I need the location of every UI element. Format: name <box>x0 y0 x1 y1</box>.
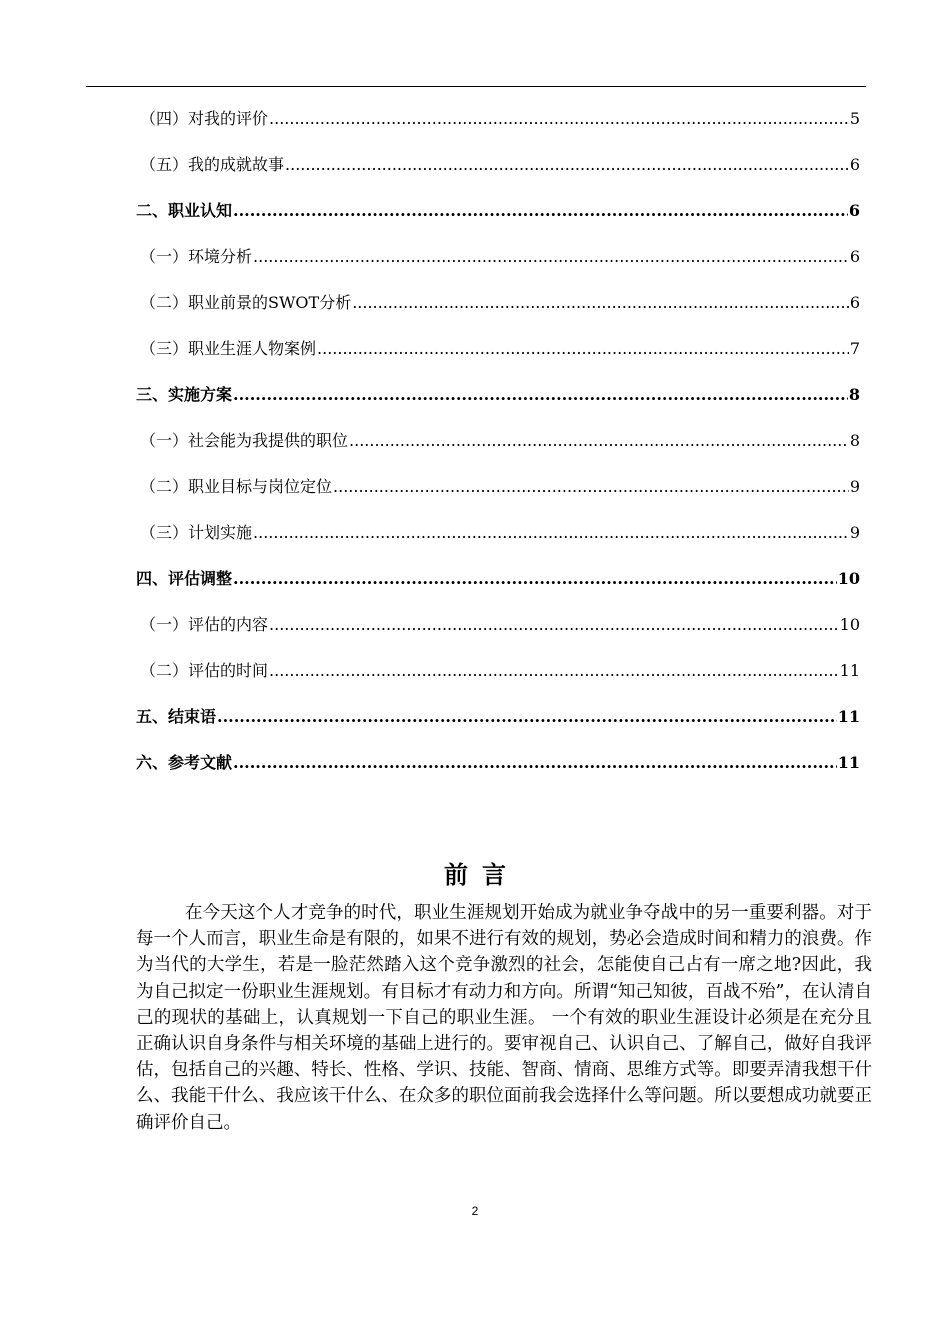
toc-dot-leader <box>333 476 849 498</box>
toc-entry-page: 11 <box>837 753 860 772</box>
toc-entry[interactable] <box>136 422 860 452</box>
toc-entry[interactable] <box>136 652 860 682</box>
toc-entry-page: 6 <box>849 293 860 312</box>
toc-entry-label: 四、评估调整 <box>136 569 233 588</box>
toc-entry-label: （一）评估的内容 <box>140 615 269 634</box>
toc-dot-leader <box>285 154 849 176</box>
preface-title: 前言 <box>444 860 520 889</box>
toc-entry[interactable] <box>136 744 860 774</box>
toc-entry-page: 6 <box>849 155 860 174</box>
toc-entry-label: （四）对我的评价 <box>140 109 269 128</box>
toc-entry-page: 8 <box>849 431 860 450</box>
toc-entry-label: 五、结束语 <box>136 707 217 726</box>
toc-entry[interactable] <box>136 284 860 314</box>
toc-entry-label: （二）职业前景的SWOT分析 <box>140 293 352 312</box>
toc-entry-page: 9 <box>849 477 860 496</box>
toc-entry[interactable] <box>136 100 860 130</box>
toc-entry-page: 6 <box>848 201 860 220</box>
toc-entry[interactable] <box>136 192 860 222</box>
toc-entry-label: 六、参考文献 <box>136 753 233 772</box>
toc-entry-label: （五）我的成就故事 <box>140 155 285 174</box>
preface-body: 在今天这个人才竞争的时代，职业生涯规划开始成为就业争夺战中的另一重要利器。对于每一个人而言，职业生命是有限的，如果不进行有效的规划，势必会造成时间和精力的浪费。作为当代的大学生，若是一脸茫然踏入这个竞争激烈的社会，怎能使自己占有一席之地?因此，我为自己拟定一份职业生涯规划。有目标才有动力和方向。所谓“知己知彼，百战不殆”，在认清自己的现状的基础上，认真规划一下自己的职业生涯。 一个有效的职业生涯设计必须是在充分且正确认识自身条件与相关环境的基础上进行的。要审视自己、认识自己、了解自己，做好自我评估，包括自己的兴趣、特长、性格、学识、技能、智商、情商、思维方式等。即要弄清我想干什么、我能干什么、我应该干什么、在众多的职位面前我会选择什么等问题。所以要想成功就要正确评价自己。 <box>136 903 872 1133</box>
toc-dot-leader <box>233 200 848 222</box>
toc-entry-label: （一）环境分析 <box>140 247 253 266</box>
toc-dot-leader <box>253 522 849 544</box>
toc-dot-leader <box>317 338 849 360</box>
toc-entry-page: 5 <box>849 109 860 128</box>
toc-entry-page: 8 <box>848 385 860 404</box>
toc-entry[interactable] <box>136 606 860 636</box>
toc-dot-leader <box>253 246 849 268</box>
toc-entry-label: （一）社会能为我提供的职位 <box>140 431 349 450</box>
toc-entry[interactable] <box>136 376 860 406</box>
toc-dot-leader <box>233 384 848 406</box>
toc-entry[interactable] <box>136 238 860 268</box>
toc-dot-leader <box>352 292 849 314</box>
toc-dot-leader <box>233 568 837 590</box>
toc-entry[interactable] <box>136 698 860 728</box>
toc-entry[interactable] <box>136 146 860 176</box>
toc-entry[interactable] <box>136 560 860 590</box>
toc-entry-page: 10 <box>837 569 860 588</box>
toc-dot-leader <box>217 706 837 728</box>
toc-entry-label: （二）评估的时间 <box>140 661 269 680</box>
toc-entry-page: 11 <box>839 661 860 680</box>
toc-dot-leader <box>269 660 839 682</box>
toc-entry-page: 6 <box>849 247 860 266</box>
toc-entry[interactable] <box>136 514 860 544</box>
toc-dot-leader <box>269 108 849 130</box>
toc-entry-page: 10 <box>839 615 860 634</box>
toc-entry-label: 二、职业认知 <box>136 201 233 220</box>
toc-entry-page: 9 <box>849 523 860 542</box>
toc-entry-page: 7 <box>849 339 860 358</box>
toc-dot-leader <box>269 614 839 636</box>
toc-entry-label: （三）职业生涯人物案例 <box>140 339 317 358</box>
toc-entry-label: 三、实施方案 <box>136 385 233 404</box>
toc-dot-leader <box>233 752 837 774</box>
toc-dot-leader <box>349 430 849 452</box>
toc-entry[interactable] <box>136 468 860 498</box>
toc-entry-label: （三）计划实施 <box>140 523 253 542</box>
toc-entry-label: （二）职业目标与岗位定位 <box>140 477 333 496</box>
page-number: 2 <box>471 1204 479 1218</box>
toc-entry[interactable] <box>136 330 860 360</box>
header-rule <box>86 86 866 87</box>
toc-entry-page: 11 <box>837 707 860 726</box>
